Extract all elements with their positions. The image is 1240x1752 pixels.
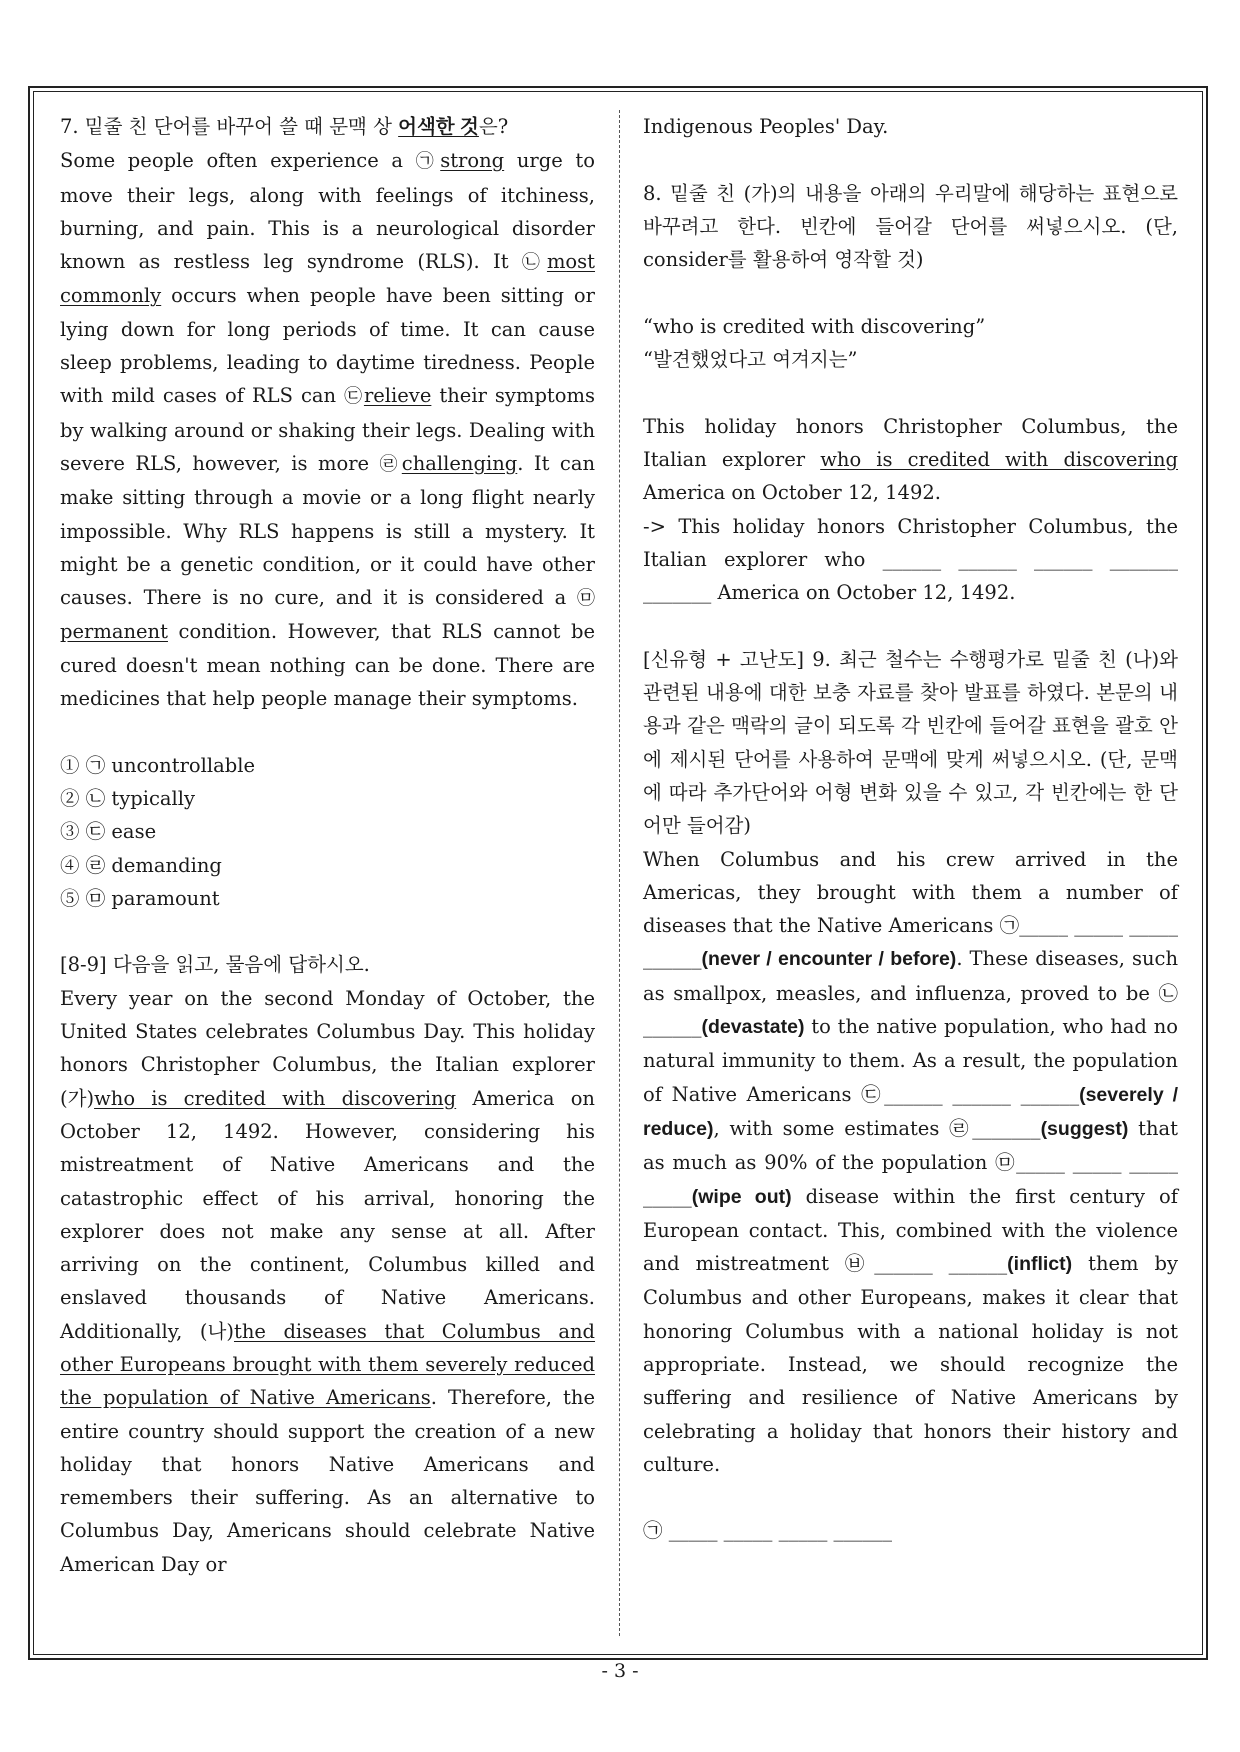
hint-6: (inflict) [1007, 1253, 1073, 1276]
questions-8-9-header: [8-9] 다음을 읽고, 물음에 답하시오. [60, 953, 370, 977]
underlined-word-1: strong [440, 149, 505, 173]
quote-korean: “발견했었다고 여겨지는” [643, 348, 858, 372]
underlined-phrase-na: the diseases that Columbus and other Europeans brought with them severely reduced the population of Native Americans [60, 1319, 596, 1410]
answer-option-3[interactable]: ③ ㉢ ease [60, 820, 157, 844]
page-number: - 3 - [601, 1660, 639, 1682]
hint-3: (severely / reduce) [643, 1083, 1179, 1140]
blank-4[interactable]: ㉣_______ [949, 1116, 1041, 1140]
hint-2: (devastate) [701, 1016, 805, 1039]
prompt-emphasis: 어색한 것 [398, 116, 479, 138]
answer-option-4[interactable]: ④ ㉣ demanding [60, 853, 222, 877]
answer-option-5[interactable]: ⑤ ㉤ paramount [60, 886, 220, 910]
underlined-phrase-ga: who is credited with discovering [94, 1086, 457, 1110]
rewrite-sentence[interactable]: -> This holiday honors Christopher Columbus, the Italian explorer who ______ ______ ______ _______ _______ America on October 12, 1492. [643, 514, 1178, 605]
question-9-prompt: [신유형 + 고난도] 9. 최근 철수는 수행평가로 밑줄 친 (나)와 관련된 내용에 대한 보충 자료를 찾아 발표를 하였다. 본문의 내용과 같은 맥락의 글이 되도록 각 빈칸에 들어갈 표현을 괄호 안에 제시된 단어를 사용하여 문맥에 맞게 써넣으시오. (단, 문맥에 따라 추가단어와 어형 변화 있을 수 있고, 각 빈칸에는 한 단어만 들어감) [643, 647, 1178, 838]
marker-nieun: ㉡ [521, 252, 547, 274]
hint-1: (never / encounter / before) [701, 948, 957, 971]
left-column [60, 110, 595, 1581]
marker-rieul: ㉣ [379, 453, 402, 475]
supplement-passage: When Columbus and his crew arrived in the Americas, they brought with them a number of diseases that the Native Americans ㉠_____ _____ _____ ______(never / encounter / before). These diseases, such as smallpox, measles, and influenza, proved to be ㉡______(devastate) to the native population, who had no natural immunity to them. As a result, the population of Native Americans ㉢______ ______ ______(severely / reduce), with some estimates ㉣_______(suggest) that as much as 90% of the population ㉤_____ _____ _____ _____(wipe out) disease within the first century of European contact. This, combined with the violence and mistreatment ㉥______ ______(inflict) them by Columbus and other Europeans, makes it clear that honoring Columbus with a national holiday is not appropriate. Instead, we should recognize the suffering and resilience of Native Americans by celebrating a holiday that honors their history and culture. [643, 847, 1179, 1476]
marker-mieum: ㉤ [577, 588, 595, 610]
marker-na: (나) [199, 1319, 234, 1343]
blank-2[interactable]: ㉡______ [643, 981, 1178, 1039]
marker-digeut: ㉢ [344, 386, 364, 408]
question-7-passage: Some people often experience a ㉠strong urge to move their legs, along with feelings of itchiness, burning, and pain. This is a neurological disorder known as restless leg syndrome (RLS). It ㉡most commonly occurs when people have been sitting or lying down for long periods of time. It can cause sleep problems, leading to daytime tiredness. People with mild cases of RLS can ㉢relieve their symptoms by walking around or shaking their legs. Dealing with severe RLS, however, is more ㉣challenging. It can make sitting through a movie or a long flight nearly impossible. Why RLS happens is still a mystery. It might be a genetic condition, or it could have other causes. There is no cure, and it is considered a ㉤permanent condition. However, that RLS cannot be cured doesn't mean nothing can be done. There are medicines that help people manage their symptoms. [60, 149, 596, 711]
underlined-word-5: permanent [60, 620, 168, 644]
underlined-word-2: most commonly [60, 250, 596, 308]
underlined-word-4: challenging [401, 451, 518, 475]
underlined-word-3: relieve [363, 384, 432, 408]
columbus-passage: Every year on the second Monday of October, the United States celebrates Columbus Day. This holiday honors Christopher Columbus, the Italian explorer (가)who is credited with discovering America on October 12, 1492. However, considering his mistreatment of Native Americans and the catastrophic effect of his arrival, honoring the explorer does not make any sense at all. After arriving on the continent, Columbus killed and enslaved thousands of Native Americans. Additionally, (나)the diseases that Columbus and other Europeans brought with them severely reduced the population of Native Americans. Therefore, the entire country should support the creation of a new holiday that honors Native Americans and remembers their suffering. As an alternative to Columbus Day, Americans should celebrate Native American Day or [60, 986, 596, 1576]
right-column [643, 110, 1178, 1548]
marker-giyeok: ㉠ [415, 151, 441, 173]
original-sentence: This holiday honors Christopher Columbus, the Italian explorer who is credited with discovering America on October 12, 1492. [643, 414, 1178, 505]
question-8-prompt: 8. 밑줄 친 (가)의 내용을 아래의 우리말에 해당하는 표현으로 바꾸려고 한다. 빈칸에 들어갈 단어를 써넣으시오. (단, consider를 활용하여 영작할 것) [643, 181, 1178, 272]
answer-option-2[interactable]: ② ㉡ typically [60, 786, 196, 810]
original-underlined-phrase: who is credited with discovering [820, 447, 1178, 471]
answer-line-1[interactable]: ㉠ _____ _____ _____ ______ [643, 1519, 893, 1543]
quote-english: “who is credited with discovering” [643, 314, 986, 338]
column-divider [619, 110, 620, 1636]
question-7-prompt: 7. 밑줄 친 단어를 바꾸어 쓸 때 문맥 상 어색한 것은? [60, 115, 509, 138]
marker-ga: (가) [60, 1086, 95, 1110]
hint-4: (suggest) [1040, 1117, 1129, 1140]
answer-option-1[interactable]: ① ㉠ uncontrollable [60, 753, 255, 777]
blank-5[interactable]: ㉤_____ _____ _____ _____ [643, 1151, 1178, 1208]
blank-6[interactable]: ㉥______ ______ [844, 1252, 1008, 1276]
blank-3[interactable]: ㉢______ ______ ______ [861, 1082, 1080, 1106]
passage-continuation: Indigenous Peoples' Day. [643, 115, 889, 138]
hint-5: (wipe out) [691, 1185, 792, 1208]
blank-1[interactable]: ㉠_____ _____ _____ ______ [643, 914, 1178, 971]
